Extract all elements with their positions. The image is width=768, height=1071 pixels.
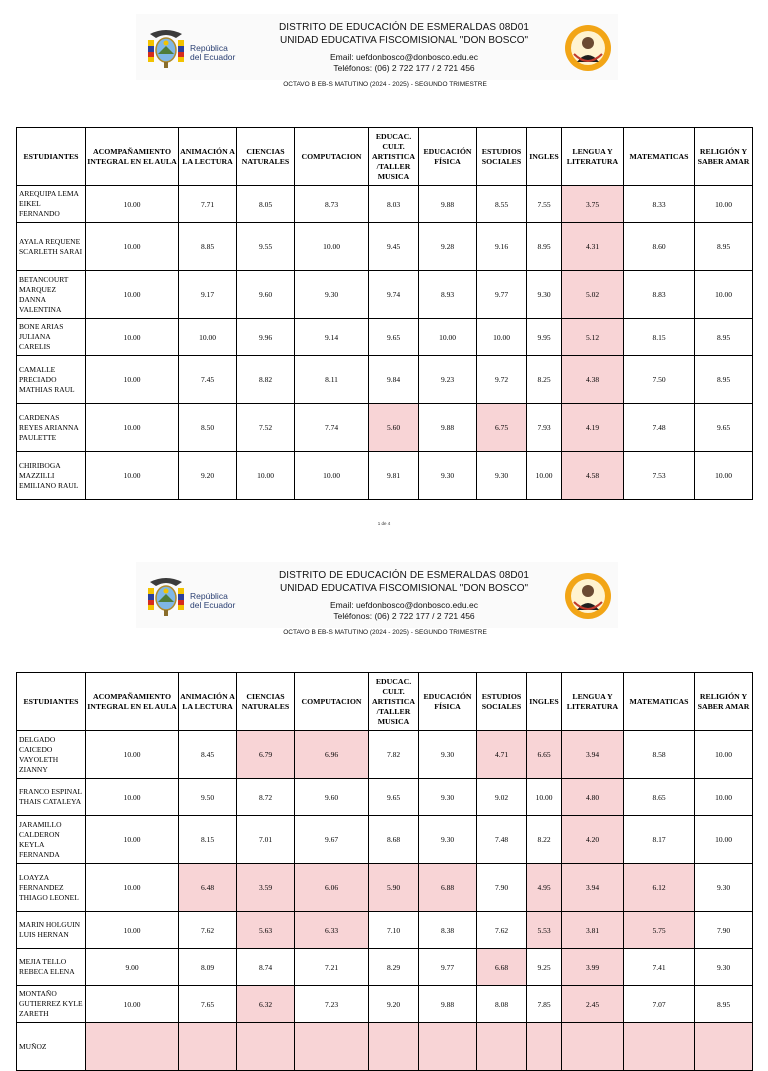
grades-table-page-1 [16,127,753,500]
grade-cell: 7.01 [237,816,295,864]
grade-cell: 8.29 [369,949,419,986]
grade-cell: 9.65 [369,319,419,356]
grade-cell: 7.53 [624,452,695,500]
grade-cell: 4.95 [527,864,562,912]
grade-cell: 9.28 [419,223,477,271]
grade-cell: 9.88 [419,404,477,452]
grade-cell: 9.20 [369,986,419,1023]
student-name-cell: BETANCOURT MARQUEZ DANNA VALENTINA [17,271,86,319]
col-header: INGLES [527,673,562,731]
student-name-cell: MEJIA TELLO REBECA ELENA [17,949,86,986]
grade-cell: 7.93 [527,404,562,452]
grade-cell: 4.58 [562,452,624,500]
col-header: ESTUDIANTES [17,128,86,186]
grade-cell [86,1023,179,1071]
grade-cell: 6.48 [179,864,237,912]
grade-cell: 7.85 [527,986,562,1023]
student-name-cell: MONTAÑO GUTIERREZ KYLE ZARETH [17,986,86,1023]
grade-cell: 7.45 [179,356,237,404]
grade-cell: 2.45 [562,986,624,1023]
grade-cell: 4.38 [562,356,624,404]
grade-cell: 6.33 [295,912,369,949]
grade-cell [419,1023,477,1071]
course-period: OCTAVO B EB-S MATUTINO (2024 - 2025) - SEGUNDO TRIMESTRE [283,81,487,88]
grade-cell: 8.83 [624,271,695,319]
grade-cell: 4.19 [562,404,624,452]
col-header: LENGUA Y LITERATURA [562,128,624,186]
grade-cell: 8.95 [695,356,753,404]
grade-cell: 7.55 [527,186,562,223]
school-phones: Teléfonos: (06) 2 722 177 / 2 721 456 [333,63,475,73]
table-row [17,912,753,949]
header-row [17,673,753,731]
grade-cell: 9.55 [237,223,295,271]
student-name-cell: DELGADO CAICEDO VAYOLETH ZIANNY [17,731,86,779]
grade-cell: 10.00 [86,986,179,1023]
grade-cell: 9.67 [295,816,369,864]
grade-cell: 8.38 [419,912,477,949]
course-period: OCTAVO B EB-S MATUTINO (2024 - 2025) - SEGUNDO TRIMESTRE [283,629,487,636]
grade-cell: 7.23 [295,986,369,1023]
grade-cell: 9.88 [419,986,477,1023]
student-name-cell: CAMALLE PRECIADO MATHIAS RAUL [17,356,86,404]
col-header: ESTUDIANTES [17,673,86,731]
table-row [17,731,753,779]
col-header: ANIMACIÓN A LA LECTURA [179,673,237,731]
col-header: EDUCACIÓN FÍSICA [419,128,477,186]
grade-cell: 7.41 [624,949,695,986]
table-row [17,271,753,319]
grade-cell: 9.30 [695,864,753,912]
grade-cell: 8.25 [527,356,562,404]
grade-cell: 8.73 [295,186,369,223]
grade-cell: 9.30 [419,452,477,500]
grade-cell: 8.60 [624,223,695,271]
grade-cell: 6.68 [477,949,527,986]
grade-cell: 10.00 [237,452,295,500]
grade-cell: 8.03 [369,186,419,223]
grade-cell: 7.82 [369,731,419,779]
grade-cell: 5.75 [624,912,695,949]
grade-cell [527,1023,562,1071]
grade-cell: 10.00 [477,319,527,356]
grade-cell: 9.60 [295,779,369,816]
col-header: RELIGIÓN Y SABER AMAR [695,673,753,731]
student-name-cell: CARDENAS REYES ARIANNA PAULETTE [17,404,86,452]
grade-cell: 10.00 [695,731,753,779]
grade-cell: 8.45 [179,731,237,779]
grade-cell: 9.00 [86,949,179,986]
ecuador-coat-of-arms-icon [146,26,186,70]
grade-cell: 7.90 [695,912,753,949]
grade-cell: 9.30 [477,452,527,500]
grade-cell: 5.63 [237,912,295,949]
grade-cell: 9.65 [695,404,753,452]
grade-cell: 9.23 [419,356,477,404]
grade-cell: 9.77 [477,271,527,319]
grade-cell: 10.00 [86,404,179,452]
grade-cell: 10.00 [695,816,753,864]
grade-cell: 3.99 [562,949,624,986]
grade-cell: 10.00 [295,223,369,271]
student-name-cell: MUÑOZ [17,1023,86,1071]
grade-cell: 7.50 [624,356,695,404]
col-header: INGLES [527,128,562,186]
grade-cell: 10.00 [419,319,477,356]
grade-cell: 5.90 [369,864,419,912]
grade-cell: 6.32 [237,986,295,1023]
col-header: ACOMPAÑAMIENTO INTEGRAL EN EL AULA [86,673,179,731]
grade-cell [237,1023,295,1071]
school-email: Email: uefdonbosco@donbosco.edu.ec [329,52,479,62]
grade-cell: 7.65 [179,986,237,1023]
grade-cell: 9.30 [419,731,477,779]
grade-cell: 8.58 [624,731,695,779]
grade-cell: 9.50 [179,779,237,816]
school-heading [254,570,554,622]
grade-cell: 6.65 [527,731,562,779]
grade-cell: 10.00 [86,271,179,319]
grade-cell: 9.14 [295,319,369,356]
grade-cell: 5.02 [562,271,624,319]
col-header: MATEMATICAS [624,128,695,186]
school-email: Email: uefdonbosco@donbosco.edu.ec [329,600,479,610]
student-name-cell: LOAYZA FERNANDEZ THIAGO LEONEL [17,864,86,912]
student-name-cell: MARIN HOLGUIN LUIS HERNAN [17,912,86,949]
district-name: DISTRITO DE EDUCACIÓN DE ESMERALDAS 08D01 [278,22,530,33]
grade-cell: 8.85 [179,223,237,271]
grade-cell: 8.65 [624,779,695,816]
col-header: EDUCAC. CULT. ARTISTICA /TALLER MUSICA [369,128,419,186]
header-row [17,128,753,186]
grade-cell: 8.93 [419,271,477,319]
grade-cell: 10.00 [86,319,179,356]
school-name: UNIDAD EDUCATIVA FISCOMISIONAL "DON BOSCO" [279,35,529,46]
page-number: 1 de 4 [377,521,391,526]
table-row [17,186,753,223]
grade-cell: 3.94 [562,731,624,779]
grade-cell: 8.33 [624,186,695,223]
col-header: CIENCIAS NATURALES [237,673,295,731]
grade-cell: 8.82 [237,356,295,404]
grade-cell [477,1023,527,1071]
table-row [17,356,753,404]
grade-cell [624,1023,695,1071]
col-header: MATEMATICAS [624,673,695,731]
grade-cell: 5.53 [527,912,562,949]
grade-cell: 5.12 [562,319,624,356]
grade-cell: 10.00 [527,779,562,816]
grades-table-page-2 [16,672,753,1071]
grade-cell: 7.90 [477,864,527,912]
don-bosco-seal-icon [564,24,612,72]
grade-cell: 9.84 [369,356,419,404]
student-name-cell: JARAMILLO CALDERON KEYLA FERNANDA [17,816,86,864]
col-header: EDUCACIÓN FÍSICA [419,673,477,731]
col-header: EDUCAC. CULT. ARTISTICA /TALLER MUSICA [369,673,419,731]
table-row [17,319,753,356]
table-row [17,404,753,452]
grade-cell: 5.60 [369,404,419,452]
grade-cell: 9.95 [527,319,562,356]
col-header: ANIMACIÓN A LA LECTURA [179,128,237,186]
grade-cell: 7.62 [477,912,527,949]
grade-cell: 10.00 [86,864,179,912]
grade-cell: 9.72 [477,356,527,404]
grade-cell: 10.00 [86,452,179,500]
table-row [17,949,753,986]
grade-cell: 8.72 [237,779,295,816]
grade-cell: 6.75 [477,404,527,452]
grade-cell: 10.00 [86,816,179,864]
grade-cell: 8.11 [295,356,369,404]
grade-cell: 9.96 [237,319,295,356]
grade-cell [295,1023,369,1071]
grade-cell: 7.48 [477,816,527,864]
grade-cell: 10.00 [527,452,562,500]
student-name-cell: BONE ARIAS JULIANA CARELIS [17,319,86,356]
grade-cell: 10.00 [86,779,179,816]
grade-cell: 8.74 [237,949,295,986]
grade-cell: 8.55 [477,186,527,223]
grade-cell: 10.00 [86,223,179,271]
grade-cell: 7.10 [369,912,419,949]
district-name: DISTRITO DE EDUCACIÓN DE ESMERALDAS 08D01 [278,570,530,581]
grade-cell: 6.79 [237,731,295,779]
grade-cell: 8.95 [695,986,753,1023]
grade-cell [369,1023,419,1071]
table-row [17,816,753,864]
grade-cell: 4.20 [562,816,624,864]
table-row [17,1023,753,1071]
grade-cell: 8.17 [624,816,695,864]
grade-cell: 9.02 [477,779,527,816]
grade-cell: 9.25 [527,949,562,986]
table-row [17,223,753,271]
grade-cell: 10.00 [86,356,179,404]
grade-cell: 8.95 [695,319,753,356]
grade-cell: 10.00 [695,186,753,223]
grade-cell: 9.88 [419,186,477,223]
grade-cell: 9.60 [237,271,295,319]
grade-cell: 9.81 [369,452,419,500]
grade-cell: 10.00 [86,912,179,949]
grade-cell: 8.50 [179,404,237,452]
grade-cell: 8.15 [179,816,237,864]
ecuador-coat-of-arms-icon [146,574,186,618]
table-row [17,864,753,912]
grade-cell: 8.15 [624,319,695,356]
grade-cell: 8.08 [477,986,527,1023]
grade-cell: 7.62 [179,912,237,949]
grade-cell: 9.74 [369,271,419,319]
col-header: ESTUDIOS SOCIALES [477,128,527,186]
grade-cell: 7.74 [295,404,369,452]
grade-cell: 8.05 [237,186,295,223]
grade-cell: 9.30 [695,949,753,986]
grade-cell: 7.48 [624,404,695,452]
grade-cell: 10.00 [695,271,753,319]
grade-cell: 7.71 [179,186,237,223]
student-name-cell: AYALA REQUENE SCARLETH SARAI [17,223,86,271]
grade-cell: 4.31 [562,223,624,271]
republica-del-ecuador-label: República del Ecuador [190,43,236,62]
grade-cell: 9.16 [477,223,527,271]
school-phones: Teléfonos: (06) 2 722 177 / 2 721 456 [333,611,475,621]
grade-cell: 9.65 [369,779,419,816]
grade-cell: 6.12 [624,864,695,912]
grade-cell: 8.95 [527,223,562,271]
school-name: UNIDAD EDUCATIVA FISCOMISIONAL "DON BOSCO" [279,583,529,594]
grade-cell [179,1023,237,1071]
grade-cell: 6.06 [295,864,369,912]
grade-cell: 7.21 [295,949,369,986]
grade-cell: 9.17 [179,271,237,319]
table-row [17,779,753,816]
grade-cell: 9.30 [419,816,477,864]
grade-cell: 9.30 [419,779,477,816]
grade-cell: 9.45 [369,223,419,271]
grade-cell: 9.30 [527,271,562,319]
col-header: RELIGIÓN Y SABER AMAR [695,128,753,186]
grade-cell: 6.96 [295,731,369,779]
grade-cell: 10.00 [86,731,179,779]
grade-cell: 4.71 [477,731,527,779]
table-row [17,452,753,500]
col-header: ACOMPAÑAMIENTO INTEGRAL EN EL AULA [86,128,179,186]
grade-cell: 3.59 [237,864,295,912]
school-heading [254,22,554,74]
grade-cell: 8.68 [369,816,419,864]
grade-cell: 10.00 [695,779,753,816]
grade-cell: 10.00 [295,452,369,500]
student-name-cell: FRANCO ESPINAL THAIS CATALEYA [17,779,86,816]
grade-cell: 6.88 [419,864,477,912]
table-row [17,986,753,1023]
col-header: COMPUTACION [295,128,369,186]
grade-cell: 10.00 [86,186,179,223]
grade-cell: 7.52 [237,404,295,452]
grade-cell: 8.09 [179,949,237,986]
col-header: CIENCIAS NATURALES [237,128,295,186]
grade-cell: 3.75 [562,186,624,223]
republica-del-ecuador-label: República del Ecuador [190,591,236,610]
col-header: COMPUTACION [295,673,369,731]
col-header: ESTUDIOS SOCIALES [477,673,527,731]
grade-cell: 7.07 [624,986,695,1023]
grade-cell: 10.00 [695,452,753,500]
don-bosco-seal-icon [564,572,612,620]
student-name-cell: CHIRIBOGA MAZZILLI EMILIANO RAUL [17,452,86,500]
grade-cell [695,1023,753,1071]
grade-cell: 3.81 [562,912,624,949]
grade-cell: 4.80 [562,779,624,816]
grade-cell: 9.77 [419,949,477,986]
grade-cell: 9.20 [179,452,237,500]
grade-cell: 3.94 [562,864,624,912]
grade-cell: 9.30 [295,271,369,319]
grade-cell: 8.95 [695,223,753,271]
grade-cell: 10.00 [179,319,237,356]
col-header: LENGUA Y LITERATURA [562,673,624,731]
grade-cell [562,1023,624,1071]
grade-cell: 8.22 [527,816,562,864]
student-name-cell: AREQUIPA LEMA EIKEL FERNANDO [17,186,86,223]
